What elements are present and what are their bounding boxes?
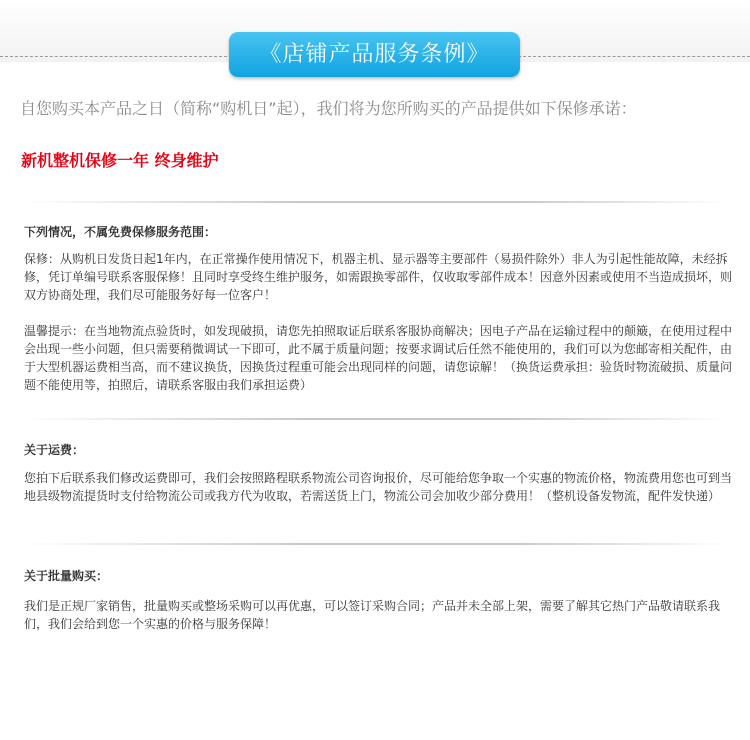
intro-text: 自您购买本产品之日（简称“购机日”起），我们将为您所购买的产品提供如下保修承诺：: [20, 99, 637, 118]
warranty-highlight: 新机整机保修一年 终身维护: [21, 151, 219, 170]
paragraph-bulk: 我们是正规厂家销售，批量购买或整场采购可以再优惠，可以签订采购合同；产品并未全部上架，需要了解其它热门产品敬请联系我们，我们会给到您一个实惠的价格与服务保障！: [24, 599, 721, 631]
section-divider: [22, 543, 728, 545]
paragraph-shipping: 您拍下后联系我们修改运费即可，我们会按照路程联系物流公司咨询报价，尽可能给您争取一个实惠的物流价格，物流费用您也可到当地县级物流提货时支付给物流公司或我方代为收取，若需送货上门，物流公司会加收少部分费用！（整机设备发物流，配件发快递）: [24, 471, 733, 503]
section-title-bulk: 关于批量购买：: [24, 569, 109, 583]
section-title-shipping: 关于运费：: [24, 443, 85, 457]
paragraph-tips: 温馨提示：在当地物流点验货时，如发现破损，请您先拍照取证后联系客服协商解决；因电子产品在运输过程中的颠簸，在使用过程中会出现一些小问题，但只需要稍微调试一下即可，此不属于质量问题；按要求调试后任然不能使用的，我们可以为您邮寄相关配件，由于大型机器运费相当高，而不建议换货，因换货过程重可能会出现同样的问题，请您谅解！（换货运费承担：验货时物流破损、质量问题不能使用等，拍照后，请联系客服由我们承担运费）: [24, 324, 733, 392]
page-title: 《店铺产品服务条例》: [229, 32, 520, 77]
header-dashed-line-left: [0, 56, 232, 57]
header-dashed-line-right: [518, 56, 750, 57]
section-title-exclusions: 下列情况，不属免费保修服务范围：: [24, 225, 217, 239]
paragraph-warranty: 保修：从购机日发货日起1年内，在正常操作使用情况下，机器主机、显示器等主要部件（易损件除外）非人为引起性能故障，未经拆修，凭订单编号联系客服保修！且同时享受终生维护服务，如需跟换零部件，仅收取零部件成本！因意外因素或使用不当造成损坏，则双方协商处理，我们尽可能服务好每一位客户！: [24, 252, 733, 302]
section-divider: [22, 201, 728, 203]
section-divider: [22, 418, 728, 420]
